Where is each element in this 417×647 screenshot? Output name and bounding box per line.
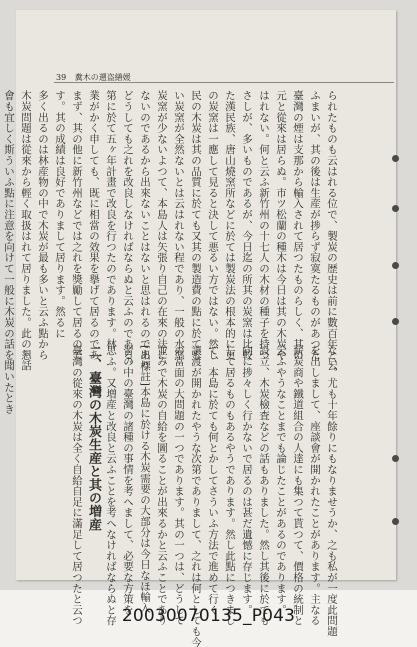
header-rule [54,82,394,83]
text-line: 木炭問題は從來から輕く取扱はれて居りました。此の懇話 [20,90,32,371]
text-line: を出しまして、座談會が開かれたことがあります。主なる [309,345,321,626]
text-line: まず、其の他に新竹州などでは之れを獎勵して居るので [71,90,83,360]
text-line: 第に於て五ヶ年計畫で改良を行つたのであります。林 [105,90,117,350]
text-line: 臺灣の從來の木炭は全く自給自足に滿足して居つたと云つ [71,345,83,626]
text-line: [出標註]本島に於ける木炭需要の大部分は今日なほ輸入 [139,345,151,613]
text-line: さしが、多いものであるが、今日迄の所其の炭窯は比較 [241,90,253,360]
text-line: 設立、木炭檢査などの話もありました。然し其後に於ても [258,345,270,626]
section-heading: 二、臺灣の木炭生産と其の増産 [86,345,101,532]
text-line: ない。尤も十年餘りにもなりませうか、之も私が一度此問題 [326,345,338,637]
text-line: 民の木炭は其の品質に於ても又其の製造費の點に於ても [190,90,202,360]
text-line: い炭窯が全然ないとは云はれない程であり、一般の水準 [173,90,185,360]
text-line: ふまいが、其の後は生産が捗らず寂寞たるものがあつた [309,90,321,360]
text-line: 習の中の臺灣の諸種の事情を考へまして、必要な方策を [122,345,134,615]
text-line: て、本島に於ても何とかしてさういふ方法で進めて行く [207,345,219,615]
text-line: 譲渡が開かれたやうな次第でありまして、之れは何としても今 [190,345,202,647]
text-line: た漢民族、唐山燒窯所などに於ては製炭法の根本的に更 [224,90,236,360]
text-line: 元と從來は居らぬ。市ツ松蘭の種木は今日は其の木炭や [275,90,287,360]
text-line: ないのであるから出來ないことはないと思はれるのであり [139,90,151,371]
text-line: 臺灣の煙は支那から輸入されて居つたものらしく、其の [292,90,304,360]
binding-hole [392,205,399,212]
running-head-title: 糞木の遡盗繕媛 [74,73,131,82]
text-line: 多く出るのは林産物の中で木炭が最も多いと云ふ點から [37,90,49,360]
binding-hole [392,155,399,162]
binding-hole [392,262,399,269]
text-line: の當面の大問題の一つであります。其の一つは、どうして [173,345,185,626]
text-line: 業がかく申しても、既に相當の效果を擧げて居るのであ [88,90,100,360]
text-line: 薪炭商や鐵道組合の人達にも集つて貰つて、價格の統制と [292,345,304,626]
text-line: 云ふやうなことまでも論じたことがあるのであります。 [275,345,287,615]
text-line: 思ふ。又増産と改良と云ふことを考へなければならぬと存 [105,345,117,626]
text-line: 並みで木炭の自給を圖ることが出來るかと云ふことであり [156,345,168,626]
text-line: して居るものもあるやうであります。然し此點につきまし [224,345,236,626]
page-number: 39 [56,73,67,82]
binding-hole [392,518,399,525]
binding-hole [392,318,399,325]
text-line: どうしても之れを改良しなければならぬと云ふのである。 [122,90,134,371]
binding-hole [392,455,399,462]
text-line: す。其の成績は良好でありまして居ります。然るに [54,90,66,339]
text-line: 會も宜しく斯ういふ點に注意を向けて一般に木炭の話を聞いたとき [3,90,15,414]
text-line: 炭窯が少ないよつて、本島人は矢張り自己の在來の法に [156,90,168,360]
text-line: られたものも云はれる位で、製炭の歴史は前に數百年と云 [326,90,338,371]
text-line: 向に捗々しく行かないで居るのは甚だ遺憾に存じます。 [241,345,253,615]
text-line: はれない。何と云ふ新竹州の十七人の木材の種子を持つ [258,90,270,360]
archive-caption: 20030070135_P043 [121,606,296,626]
text-line: の炭窯は一應して見ると決して悪るい方ではない。然し [207,90,219,360]
text-column-top [0,90,340,414]
